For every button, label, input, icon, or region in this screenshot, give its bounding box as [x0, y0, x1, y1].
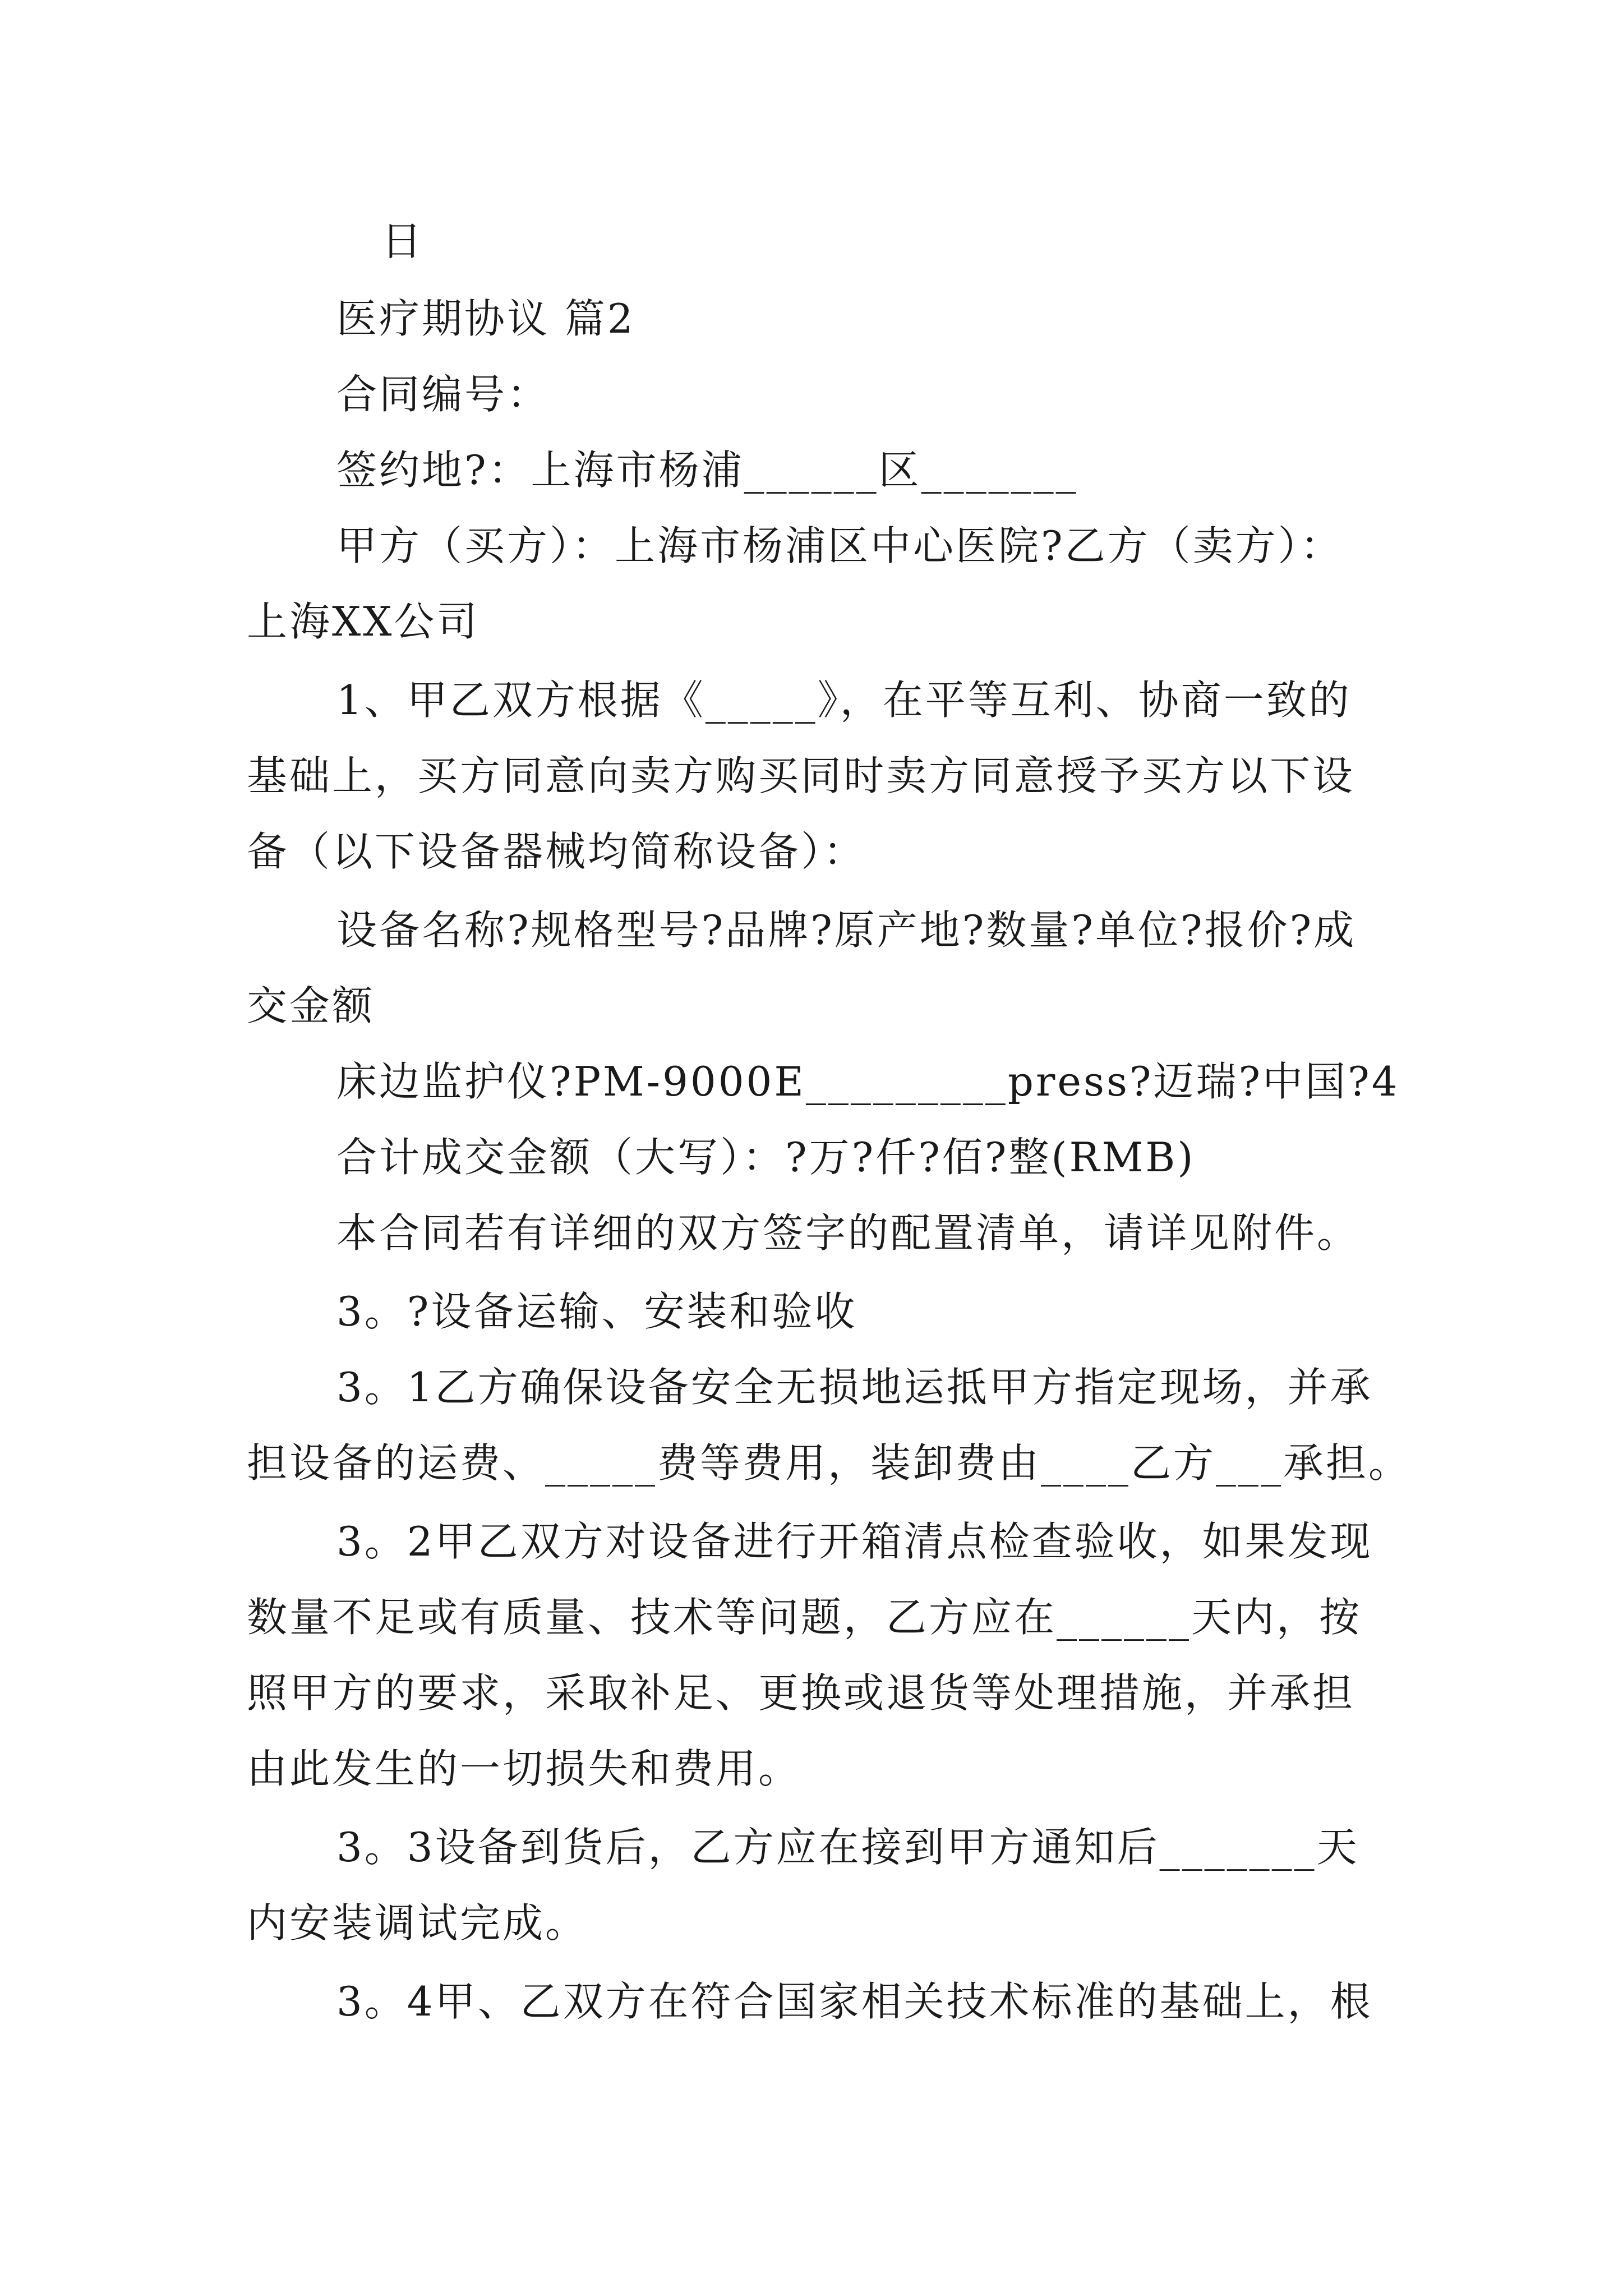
- parties-line: 甲方（买方）：上海市杨浦区中心医院?乙方（卖方）：: [336, 522, 1343, 569]
- clause-3-2-line-4: 由此发生的一切损失和费用。: [247, 1745, 801, 1792]
- section-title: 医疗期协议 篇2: [336, 295, 635, 342]
- clause-3-2-line-3: 照甲方的要求，采取补足、更换或退货等处理措施，并承担: [247, 1669, 1355, 1717]
- signing-location: 签约地?：上海市杨浦______区_______: [336, 447, 1078, 494]
- clause-3-1-line-2: 担设备的运费、_____费等费用，装卸费由____乙方___承担。: [247, 1439, 1412, 1487]
- clause-3-4-line-1: 3。4甲、乙双方在符合国家相关技术标准的基础上，根: [336, 1978, 1373, 2025]
- equipment-header-line-1: 设备名称?规格型号?品牌?原产地?数量?单位?报价?成: [336, 907, 1357, 954]
- equipment-row: 床边监护仪?PM-9000E_________press?迈瑞?中国?4: [336, 1058, 1400, 1105]
- contract-number: 合同编号：: [336, 371, 550, 418]
- total-amount: 合计成交金额（大写）：?万?仟?佰?整(RMB): [336, 1134, 1196, 1181]
- clause-1-line-1: 1、甲乙双方根据《_____》，在平等互利、协商一致的: [336, 677, 1352, 724]
- clause-3-2-line-1: 3。2甲乙双方对设备进行开箱清点检查验收，如果发现: [336, 1518, 1373, 1565]
- clause-3-3-line-2: 内安装调试完成。: [247, 1899, 588, 1947]
- clause-1-line-2: 基础上，买方同意向卖方购买同时卖方同意授予买方以下设: [247, 752, 1355, 799]
- clause-3-3-line-1: 3。3设备到货后，乙方应在接到甲方通知后_______天: [336, 1824, 1359, 1871]
- equipment-header-line-2: 交金额: [247, 982, 375, 1029]
- seller-name: 上海XX公司: [247, 598, 479, 645]
- clause-3-2-line-2: 数量不足或有质量、技术等问题，乙方应在______天内，按: [247, 1594, 1362, 1641]
- clause-3-1-line-1: 3。1乙方确保设备安全无损地运抵甲方指定现场，并承: [336, 1364, 1373, 1411]
- section-3-heading: 3。?设备运输、安装和验收: [336, 1288, 857, 1335]
- date-fragment: 日: [381, 218, 425, 265]
- clause-1-line-3: 备（以下设备器械均简称设备）：: [247, 828, 866, 875]
- attachment-note: 本合同若有详细的双方签字的配置清单，请详见附件。: [336, 1209, 1360, 1257]
